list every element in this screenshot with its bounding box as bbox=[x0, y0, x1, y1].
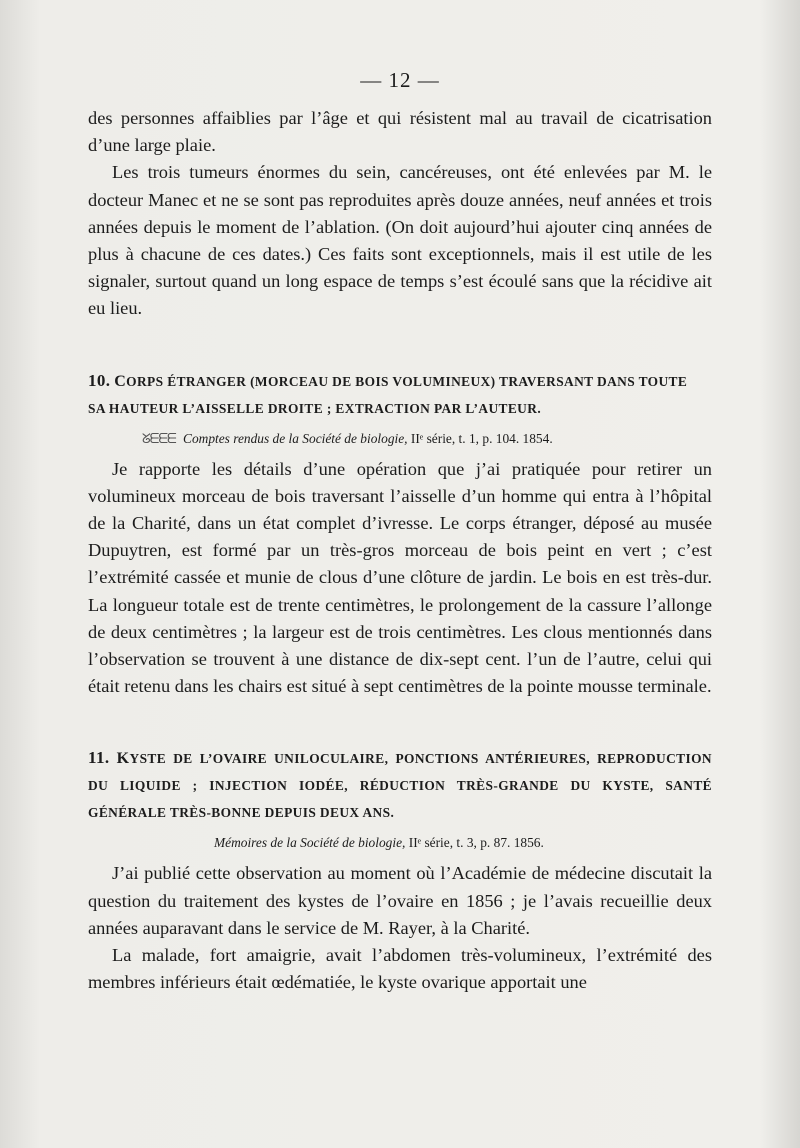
section-10-citation bbox=[88, 428, 712, 450]
section-11-citation bbox=[88, 832, 712, 854]
page-content bbox=[88, 68, 712, 996]
section-10-title-line1: ORPS ÉTRANGER (MORCEAU DE BOIS VOLUMINEUX) TRAVERSANT DANS TOUTE bbox=[126, 373, 688, 389]
section-11-number: 11. bbox=[88, 748, 110, 768]
section-11-title: YSTE DE L’OVAIRE UNILOCULAIRE, PONCTIONS ANTÉRIEURES, REPRODUCTION DU LIQUIDE ; INJECTION IODÉE, RÉDUCTION TRÈS-GRANDE DU KYSTE, SANTÉ GÉNÉRALE TRÈS-BONNE DEPUIS DEUX ANS. bbox=[88, 751, 712, 821]
paragraph-continued: des personnes affaiblies par l’âge et qui résistent mal au travail de cicatrisation d’une large plaie. bbox=[88, 108, 712, 156]
citation-title: Comptes rendus de la Société de biologie, bbox=[183, 430, 408, 446]
section-10-title-line2: SA HAUTEUR L’AISSELLE DROITE ; EXTRACTION PAR L’AUTEUR. bbox=[88, 400, 542, 416]
section-10-number: 10. bbox=[88, 370, 111, 390]
section-11-heading: 11. KYSTE DE L’OVAIRE UNILOCULAIRE, PONCTIONS ANTÉRIEURES, REPRODUCTION DU LIQUIDE ; INJECTION IODÉE, RÉDUCTION TRÈS-GRANDE DU KYSTE, SANTÉ GÉNÉRALE TRÈS-BONNE DEPUIS DEUX ANS. bbox=[88, 748, 712, 821]
section-11-paragraph-2: La malade, fort amaigrie, avait l’abdomen très-volumineux, l’extrémité des membres inférieurs était œdématiée, le kyste ovarique apportait une bbox=[88, 945, 712, 993]
citation-title: Mémoires de la Société de biologie, bbox=[214, 835, 406, 851]
section-10-heading: 10. CORPS ÉTRANGER (MORCEAU DE BOIS VOLUMINEUX) TRAVERSANT DANS TOUTE SA HAUTEUR L’AISSELLE DROITE ; EXTRACTION PAR L’AUTEUR. bbox=[88, 367, 712, 422]
citation-details: IIᵉ série, t. 3, p. 87. 1856. bbox=[408, 835, 544, 851]
page-number: — 12 — bbox=[360, 68, 440, 92]
citation-details: IIᵉ série, t. 1, p. 104. 1854. bbox=[410, 430, 553, 446]
citation-smudge: ᘜᗴᗴᗴ bbox=[142, 430, 176, 446]
paragraph-tumeurs: Les trois tumeurs énormes du sein, cancéreuses, ont été enlevées par M. le docteur Manec et ne se sont pas reproduites après douze années, neuf années et trois années depuis le moment de l’ablation. (On doit aujourd’hui ajouter cinq années de plus à chacune de ces dates.) Ces faits sont exceptionnels, mais il est utile de les signaler, surtout quand un long espace de temps s’est écoulé sans que la récidive ait eu lieu. bbox=[88, 162, 712, 319]
section-11-paragraph-1: J’ai publié cette observation au moment où l’Académie de médecine discutait la question du traitement des kystes de l’ovaire en 1856 ; je l’avais recueillie deux années auparavant dans le service de M. Rayer, à la Charité. bbox=[88, 863, 712, 938]
section-10-paragraph: Je rapporte les détails d’une opération que j’ai pratiquée pour retirer un volumineux morceau de bois traversant l’aisselle d’un homme qui entra à l’hôpital de la Charité, dans un état complet d’ivresse. Le corps étranger, déposé au musée Dupuytren, est formé par un très-gros morceau de bois peint en vert ; c’est l’extrémité cassée et munie de clous d’une clôture de jardin. Le bois en est très-dur. La longueur totale est de trente centimètres, le prolongement de la cassure l’allonge de deux centimètres ; la largeur est de trois centimètres. Les clous mentionnés dans l’observation se trouvent à une distance de dix-sept cent. l’un de l’autre, celui qui était retenu dans les chairs est situé à sept centimètres de la pointe mousse terminale. bbox=[88, 458, 712, 697]
